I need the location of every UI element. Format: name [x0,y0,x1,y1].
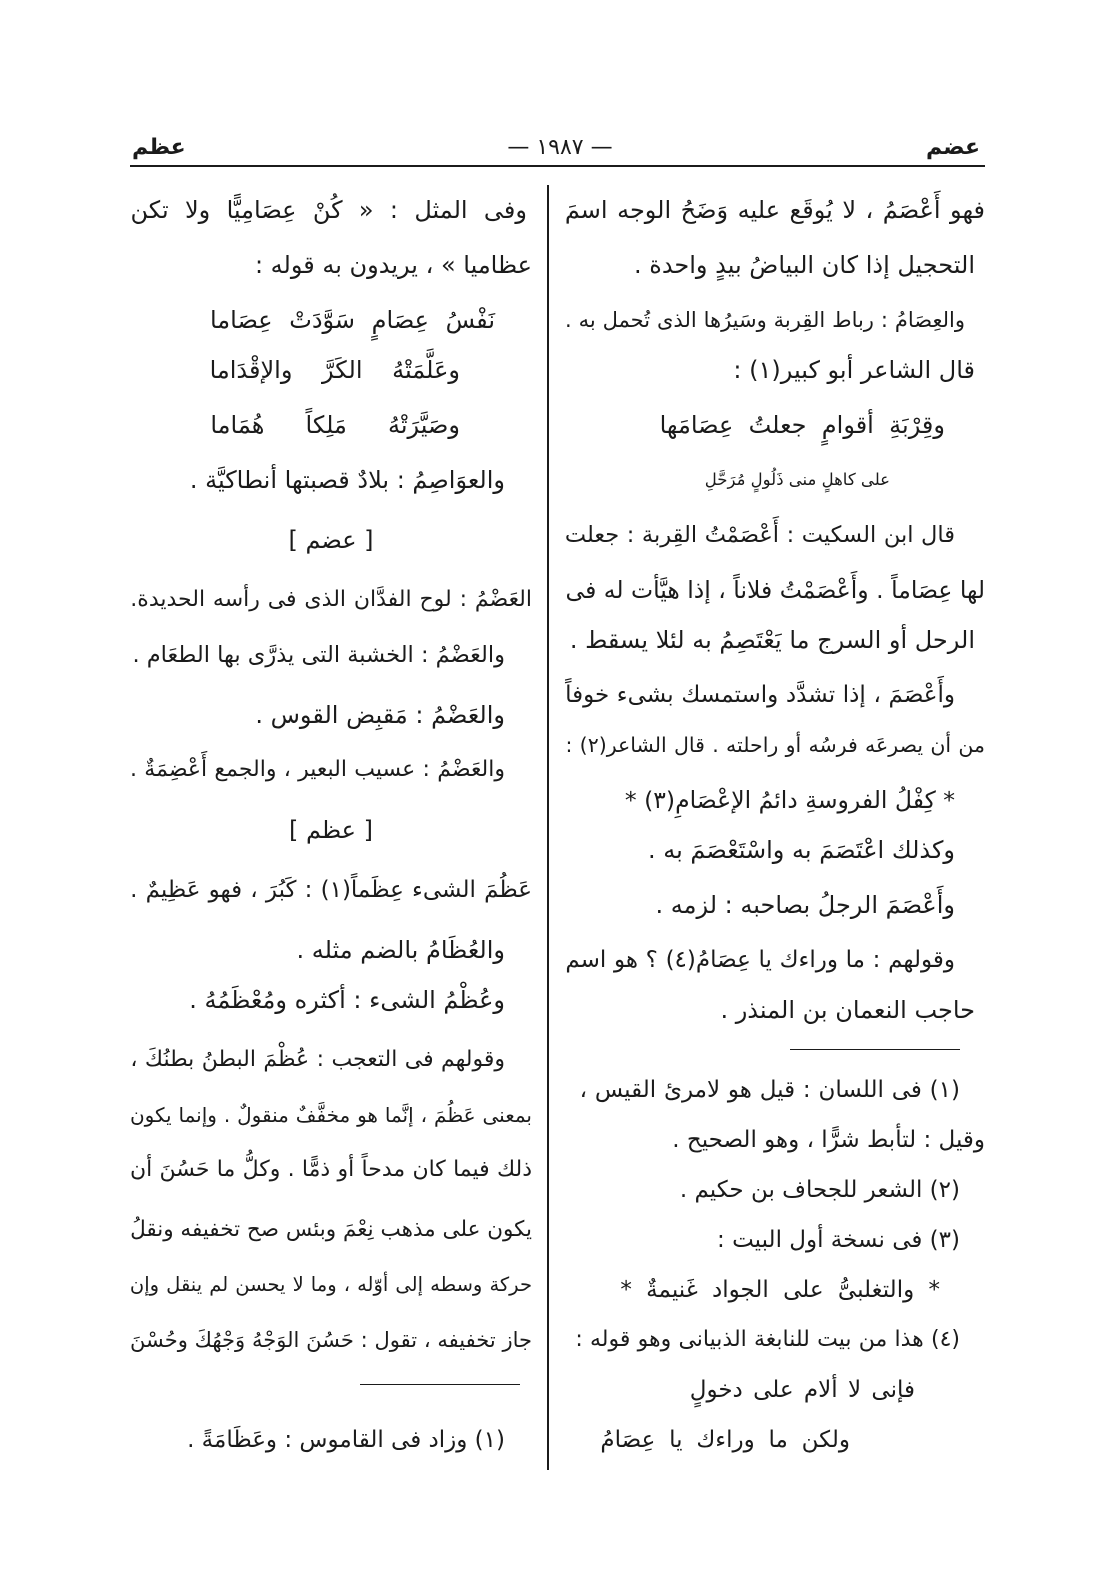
right-column-line: وكذلك اعْتَصَمَ به واسْتَعْصَمَ به . [647,836,955,864]
left-column-line: بمعنى عَظُمَ ، إنَّما هو مخفَّفٌ منقولٌ . وإنما يكون [129,1103,532,1127]
footnote-verse-line: فإنى لا ألام على دخولٍ [689,1377,915,1403]
footnote-line: (١) فى اللسان : قيل هو لامرئ القيس ، [579,1077,960,1103]
right-column-line: وأَعْصَمَ ، إذا تشدَّد واستمسك بشىء خوفاً [565,682,955,708]
footnote-line: (٢) الشعر للجحاف بن حكيم . [679,1177,960,1203]
verse-line: على كاهلٍ منى ذَلُولٍ مُرَحَّلِ [704,470,890,489]
left-column-line: والعُظَامُ بالضم مثله . [296,936,505,964]
header-right-word: عضم [926,135,980,160]
header-left-word: عظم [132,135,186,160]
entry-heading: [ عظم ] [289,816,373,844]
header-rule [130,165,985,167]
right-column-line: فهو أَعْصَمُ ، لا يُوقَع عليه وَضَحُ الوجه اسمَ [564,196,985,224]
left-column-line: والعوَاصِمُ : بلادٌ قصبتها أنطاكيَّة . [189,466,505,494]
footnote-line: (٤) هذا من بيت للنابغة الذبيانى وهو قوله : [575,1327,960,1352]
right-column-line: والعِصَامُ : رباط القِربة وسَيرُها الذى تُحمل به . [565,308,965,332]
right-column-line: وأَعْصَمَ الرجلُ بصاحبه : لزمه . [655,891,955,919]
verse-line: نَفْسُ عِصَامٍ سَوَّدَتْ عِصَاما [209,306,495,334]
left-column-line: عَظُمَ الشىء عِظَماً(١) : كَبُرَ ، فهو عَظِيمٌ . [130,877,532,903]
verse-line: وعَلَّمَتْهُ الكَرَّ والإقْدَاما [209,356,460,384]
right-column-line: الرحل أو السرج ما يَعْتَصِمُ به لئلا يسقط . [569,626,975,654]
left-column-line: جاز تخفيفه ، تقول : حَسُنَ الوَجْهُ وَجْهُكَ وحُسْنَ [130,1328,532,1352]
column-divider [547,185,549,1470]
left-column-line: وعُظْمُ الشىء : أكثره ومُعْظَمُهُ . [189,986,505,1014]
left-column-line: وفى المثل : « كُنْ عِصَامِيًّا ولا تكن [130,196,527,224]
left-column-line: والعَضْمُ : عسيب البعير ، والجمع أَعْضِمَةٌ . [130,757,505,782]
footnote-line: (٣) فى نسخة أول البيت : [717,1227,960,1253]
left-column-line: العَضْمُ : لوح الفدَّان الذى فى رأسه الحديدة. [130,587,532,612]
right-column-line: من أن يصرعَه فرسُه أو راحلته . قال الشاعر(٢) : [565,733,985,757]
left-column-line: وقولهم فى التعجب : عُظْمَ البطنُ بطنُكَ ، [130,1047,505,1072]
verse-line: وصَيَّرَتْهُ مَلِكاً هُمَاما [210,411,460,439]
verse-line: وقِرْبَةِ أقوامٍ جعلتُ عِصَامَها [659,411,945,439]
right-column-line: وقولهم : ما وراءك يا عِصَامُ(٤) ؟ هو اسم [565,947,955,973]
footnote-line: (١) وزاد فى القاموس : وعَظَامَةً . [187,1427,505,1453]
footnote-line: وقيل : لتأبط شرًّا ، وهو الصحيح . [672,1127,985,1153]
verse-line: * كِفْلُ الفروسةِ دائمُ الإعْصَامِ(٣) * [624,786,955,814]
page-number: — ١٩٨٧ — [507,135,613,160]
left-column-line: عظاميا » ، يريدون به قوله : [254,251,532,279]
entry-heading: [ عضم ] [288,526,374,554]
left-column-line: حركة وسطه إلى أوّله ، وما لا يحسن لم ينقل وإن [129,1273,532,1296]
right-column-line: قال الشاعر أبو كبير(١) : [733,356,975,384]
right-column-line: قال ابن السكيت : أَعْصَمْتُ القِربة : جعلت [564,522,955,548]
left-column-line: يكون على مذهب نِعْمَ وبئس صح تخفيفه ونقلُ [130,1217,532,1242]
left-column-line: والعَضْمُ : الخشبة التى يذرَّى بها الطعَام . [132,642,505,668]
right-column-line: لها عِصَاماً . وأَعْصَمْتُ فلاناً ، إذا هيَّأت له فى [565,576,985,604]
footnote-verse-line: * والتغلبىُّ على الجواد غَنيمةٌ * [620,1277,940,1303]
footnote-rule [360,1384,520,1385]
left-column-line: والعَضْمُ : مَقبِض القوس . [255,701,505,729]
right-column-line: حاجب النعمان بن المنذر . [720,996,975,1024]
right-column-line: التحجيل إذا كان البياضُ بيدٍ واحدة . [634,251,975,279]
footnote-rule [790,1049,960,1050]
footnote-verse-line: ولكن ما وراءك يا عِصَامُ [600,1427,850,1453]
left-column-line: ذلك فيما كان مدحاً أو ذمًّا . وكلُّ ما حَسُنَ أن [129,1157,532,1182]
